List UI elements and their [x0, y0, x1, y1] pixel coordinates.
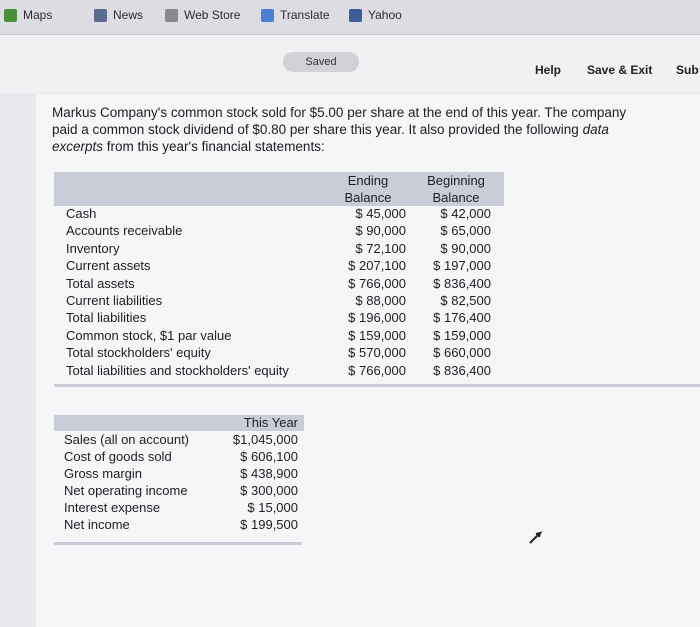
table-row-label: Net income [64, 517, 130, 532]
beginning-balance-cell: $ 82,500 [440, 293, 491, 308]
bookmark-news[interactable] [94, 8, 143, 22]
beginning-balance-cell: $ 65,000 [440, 223, 491, 239]
divider [54, 384, 700, 387]
ending-balance-cell: $ 159,000 [348, 327, 406, 343]
table-row-label: Accounts receivable [66, 223, 183, 239]
help-link[interactable]: Help [535, 63, 562, 77]
ending-balance-cell: $ 570,000 [348, 345, 406, 361]
beginning-balance-cell: $ 836,400 [433, 362, 491, 378]
beginning-balance-cell: $ 197,000 [433, 258, 491, 274]
news-icon [94, 9, 107, 22]
question-part: from this year's financial statements: [103, 139, 325, 154]
column-header: Ending [347, 173, 389, 188]
beginning-balance-cell: $ 176,400 [433, 310, 491, 326]
question-text [52, 104, 652, 155]
bookmark-label: Maps [23, 8, 53, 22]
table-row-label: Net operating income [64, 483, 188, 498]
question-part: Markus Company's common stock sold for $5.00 per share at the end of this year. The company paid a common stock dividend of $0.80 per share this year. It also provided the following [52, 105, 627, 137]
beginning-balance-cell: $ 159,000 [433, 327, 491, 343]
bookmark-label: Translate [280, 8, 330, 22]
divider [54, 542, 302, 545]
this-year-cell: $ 438,900 [240, 466, 298, 481]
bookmarks-bar [0, 0, 700, 35]
this-year-cell: $ 606,100 [240, 449, 298, 464]
income-statement-table [54, 415, 304, 545]
ending-balance-cell: $ 45,000 [355, 206, 406, 221]
maps-icon [4, 9, 17, 22]
table-row-label: Total liabilities and stockholders' equity [66, 362, 289, 378]
table-row-label: Gross margin [64, 466, 143, 481]
beginning-balance-cell: $ 90,000 [440, 240, 491, 256]
table-row-label: Current liabilities [66, 293, 163, 308]
beginning-balance-cell: $ 836,400 [433, 275, 491, 291]
ending-balance-cell: $ 196,000 [348, 310, 406, 326]
translate-icon [261, 9, 274, 22]
beginning-balance-cell: $ 42,000 [440, 206, 491, 221]
this-year-cell: $ 300,000 [240, 483, 298, 498]
column-header: Beginning [427, 173, 485, 188]
balance-sheet-table [54, 172, 504, 382]
ending-balance-cell: $ 766,000 [348, 275, 406, 291]
mouse-cursor-icon [528, 531, 542, 545]
table-row-label: Total assets [66, 275, 135, 291]
beginning-balance-cell: $ 660,000 [433, 345, 491, 361]
bookmark-yahoo[interactable] [349, 8, 402, 22]
bookmark-label: Web Store [184, 8, 241, 22]
saved-status-badge: Saved [283, 52, 359, 72]
save-exit-link[interactable]: Save & Exit [587, 63, 653, 77]
bookmark-translate[interactable] [261, 8, 330, 22]
table-row-label: Inventory [66, 240, 120, 256]
bookmark-maps[interactable] [4, 8, 52, 22]
table-row-label: Total liabilities [66, 310, 147, 326]
bookmark-label: News [113, 8, 144, 22]
column-header: This Year [243, 415, 298, 430]
table-row-label: Current assets [66, 258, 151, 274]
question-emphasis: data excerpts [52, 122, 609, 154]
table-row-label: Common stock, $1 par value [66, 327, 232, 343]
table-row-label: Cash [66, 206, 97, 221]
column-header: Balance [344, 190, 392, 205]
table-row-label: Interest expense [64, 500, 161, 515]
web-store-icon [165, 9, 178, 22]
ending-balance-cell: $ 766,000 [348, 362, 406, 378]
this-year-cell: $ 199,500 [240, 517, 298, 532]
bookmark-label: Yahoo [368, 8, 402, 22]
table-row-label: Total stockholders' equity [66, 345, 211, 361]
this-year-cell: $1,045,000 [232, 432, 298, 447]
bookmark-web-store[interactable] [165, 8, 240, 22]
this-year-cell: $ 15,000 [247, 500, 298, 515]
ending-balance-cell: $ 88,000 [355, 293, 406, 308]
ending-balance-cell: $ 207,100 [348, 258, 406, 274]
column-header: Balance [432, 190, 480, 205]
table-row-label: Cost of goods sold [64, 449, 172, 464]
ending-balance-cell: $ 90,000 [355, 223, 406, 239]
ending-balance-cell: $ 72,100 [355, 240, 406, 256]
mail-icon [349, 9, 362, 22]
submit-button[interactable]: Sub [676, 63, 699, 77]
table-row-label: Sales (all on account) [64, 432, 190, 447]
